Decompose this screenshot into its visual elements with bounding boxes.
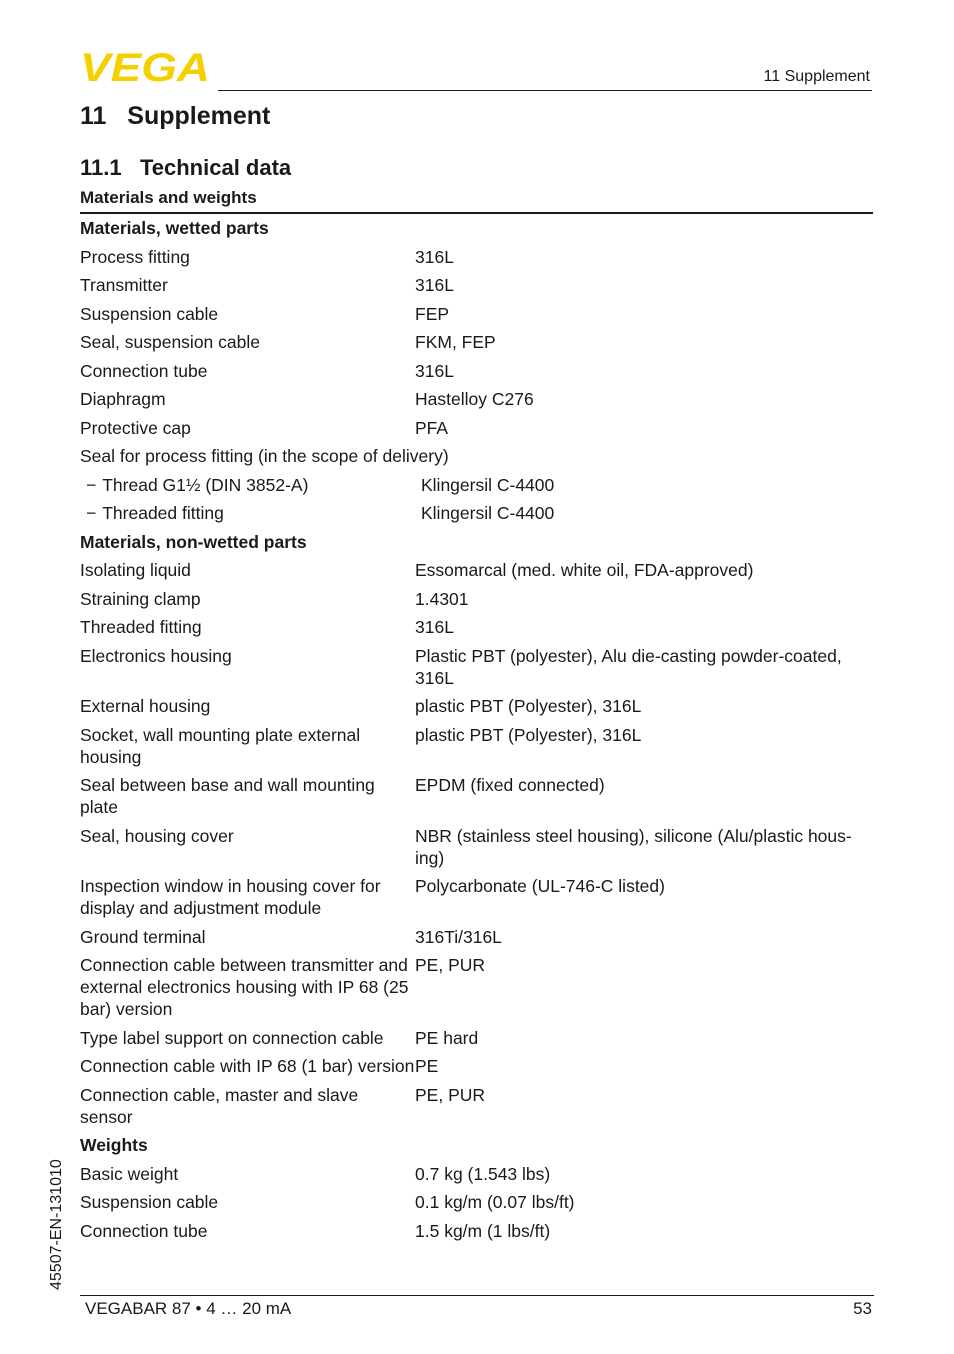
row-label xyxy=(80,926,415,948)
row-label-text: Connection cable with IP 68 (1 bar) version xyxy=(80,1056,415,1076)
row-label xyxy=(80,774,415,818)
row-value: PE, PUR xyxy=(415,1084,486,1105)
row-label xyxy=(80,274,415,296)
row-value: NBR (stainless steel housing), silicone (Alu/plastic hous-ing) xyxy=(415,825,852,868)
subheading-label xyxy=(80,217,415,239)
row-label xyxy=(80,417,415,439)
row-label-text: Transmitter xyxy=(80,275,168,295)
table-row xyxy=(80,556,873,585)
table-row xyxy=(80,1052,873,1081)
subheading-label xyxy=(80,531,415,553)
row-label-text: Connection tube xyxy=(80,1220,208,1241)
section-title xyxy=(80,155,291,181)
row-label-text: Connection tube xyxy=(80,360,208,381)
section-number: 11.1 xyxy=(80,155,122,180)
table-row xyxy=(80,642,873,693)
table-row xyxy=(80,271,873,300)
row-label xyxy=(80,1027,415,1049)
row-label-text: Protective cap xyxy=(80,417,191,438)
row-label xyxy=(80,1191,415,1213)
subheading-row xyxy=(80,214,873,243)
row-label-text: Weights xyxy=(80,1135,148,1155)
row-value: Polycarbonate (UL-746-C listed) xyxy=(415,876,665,896)
subheading-row xyxy=(80,528,873,557)
table-row xyxy=(80,1081,873,1132)
row-value: PE hard xyxy=(415,1027,479,1048)
table-row xyxy=(80,872,873,923)
row-value: 316L xyxy=(415,617,454,637)
row-label-text: Thread G1½ (DIN 3852-A) xyxy=(102,474,309,495)
table-row xyxy=(80,585,873,614)
table-row xyxy=(80,721,873,772)
row-label-text: Threaded fitting xyxy=(102,503,224,523)
row-label-text: Seal for process fitting (in the scope of delivery) xyxy=(80,446,449,466)
row-value: 1.4301 xyxy=(415,588,469,609)
row-label-text: Socket, wall mounting plate external housing xyxy=(80,724,361,767)
row-value: FKM, FEP xyxy=(415,332,496,352)
row-value: 316L xyxy=(415,275,454,295)
row-value: plastic PBT (Polyester), 316L xyxy=(415,696,642,716)
row-label xyxy=(80,1084,415,1128)
row-label-text: External housing xyxy=(80,696,211,716)
row-label xyxy=(80,825,415,869)
row-value: PE xyxy=(415,1056,439,1076)
row-label-text: Connection cable between transmitter and external electronics housing with IP 68 (25 bar) version xyxy=(80,955,409,1019)
row-label-text: Straining clamp xyxy=(80,588,201,609)
table-row xyxy=(80,771,873,822)
table-row xyxy=(80,1188,873,1217)
table-row xyxy=(80,357,873,386)
row-label-text: Diaphragm xyxy=(80,389,166,409)
row-label xyxy=(80,246,415,268)
row-label xyxy=(80,559,415,581)
table-row xyxy=(80,692,873,721)
row-label xyxy=(80,875,415,919)
row-value: 0.1 kg/m (0.07 lbs/ft) xyxy=(415,1192,575,1212)
row-label xyxy=(80,1220,415,1242)
document-code: 45507-EN-131010 xyxy=(48,1159,65,1290)
technical-data-table xyxy=(80,214,873,1245)
row-label-text: Isolating liquid xyxy=(80,560,191,580)
vega-logo xyxy=(80,50,212,84)
row-label-text: Suspension cable xyxy=(80,1192,219,1212)
vega-logo-text: VEGA xyxy=(80,50,210,84)
row-label-text: Process fitting xyxy=(80,246,190,267)
row-label-text: Ground terminal xyxy=(80,926,206,947)
row-value: PFA xyxy=(415,417,449,438)
table-row xyxy=(80,822,873,873)
header-rule xyxy=(218,90,872,91)
row-label xyxy=(80,695,415,717)
footer-product: VEGABAR 87 • 4 … 20 mA xyxy=(85,1299,292,1318)
chapter-number: 11 xyxy=(80,102,107,130)
row-label xyxy=(80,645,415,689)
table-row xyxy=(80,414,873,443)
header-section-label: 11 Supplement xyxy=(763,68,870,85)
list-dash: − xyxy=(86,474,97,495)
table-row xyxy=(80,1024,873,1053)
table-row xyxy=(80,385,873,414)
row-value: Klingersil C-4400 xyxy=(421,474,555,495)
row-label-text: Seal, suspension cable xyxy=(80,332,260,352)
row-value: 1.5 kg/m (1 lbs/ft) xyxy=(415,1220,551,1241)
row-label-text: Suspension cable xyxy=(80,303,219,324)
row-label xyxy=(80,445,449,467)
chapter-name: Supplement xyxy=(127,102,271,130)
subheading-label xyxy=(80,1134,415,1156)
row-value: FEP xyxy=(415,303,450,324)
table-row xyxy=(80,328,873,357)
table-row xyxy=(80,499,873,528)
row-value: plastic PBT (Polyester), 316L xyxy=(415,724,642,745)
table-row xyxy=(80,243,873,272)
subheading-row xyxy=(80,1131,873,1160)
row-value: 316L xyxy=(415,360,454,381)
table-row xyxy=(80,300,873,329)
row-value: Klingersil C-4400 xyxy=(421,503,555,523)
table-row xyxy=(80,471,873,500)
row-label xyxy=(80,474,421,496)
row-label-text: Seal, housing cover xyxy=(80,825,234,846)
row-value: 316L xyxy=(415,246,454,267)
table-row xyxy=(80,951,873,1024)
row-value: 0.7 kg (1.543 lbs) xyxy=(415,1163,551,1184)
row-label-text: Connection cable, master and slave sensor xyxy=(80,1084,359,1127)
row-value: Hastelloy C276 xyxy=(415,389,534,409)
row-label xyxy=(80,724,415,768)
row-value: Plastic PBT (polyester), Alu die-casting powder-coated, 316L xyxy=(415,645,842,688)
table-row xyxy=(80,1160,873,1189)
row-label xyxy=(80,388,415,410)
table-row xyxy=(80,1217,873,1246)
row-label xyxy=(80,1163,415,1185)
table-row xyxy=(80,613,873,642)
row-label-text: Inspection window in housing cover for display and adjustment module xyxy=(80,876,381,918)
row-label xyxy=(80,502,421,524)
chapter-title xyxy=(80,102,270,131)
row-label xyxy=(80,331,415,353)
table-row xyxy=(80,923,873,952)
section-name: Technical data xyxy=(139,155,292,180)
table-row xyxy=(80,442,873,471)
row-label-text: Basic weight xyxy=(80,1163,179,1184)
category-title: Materials and weights xyxy=(80,188,257,207)
page-number: 53 xyxy=(853,1299,872,1318)
row-value: 316Ti/316L xyxy=(415,926,502,947)
row-label xyxy=(80,360,415,382)
row-label xyxy=(80,954,415,1020)
row-label-text: Materials, wetted parts xyxy=(80,218,269,238)
row-label-text: Materials, non-wetted parts xyxy=(80,531,307,552)
row-label-text: Electronics housing xyxy=(80,645,232,666)
footer-rule xyxy=(80,1295,874,1296)
row-label xyxy=(80,1055,415,1077)
row-value: Essomarcal (med. white oil, FDA-approved) xyxy=(415,560,754,580)
row-label xyxy=(80,616,415,638)
row-label-text: Threaded fitting xyxy=(80,617,202,637)
row-label-text: Seal between base and wall mounting plate xyxy=(80,775,375,817)
list-dash: − xyxy=(86,503,97,523)
row-value: EPDM (fixed connected) xyxy=(415,775,605,795)
row-label xyxy=(80,303,415,325)
row-label xyxy=(80,588,415,610)
row-label-text: Type label support on connection cable xyxy=(80,1027,384,1048)
row-value: PE, PUR xyxy=(415,955,486,975)
